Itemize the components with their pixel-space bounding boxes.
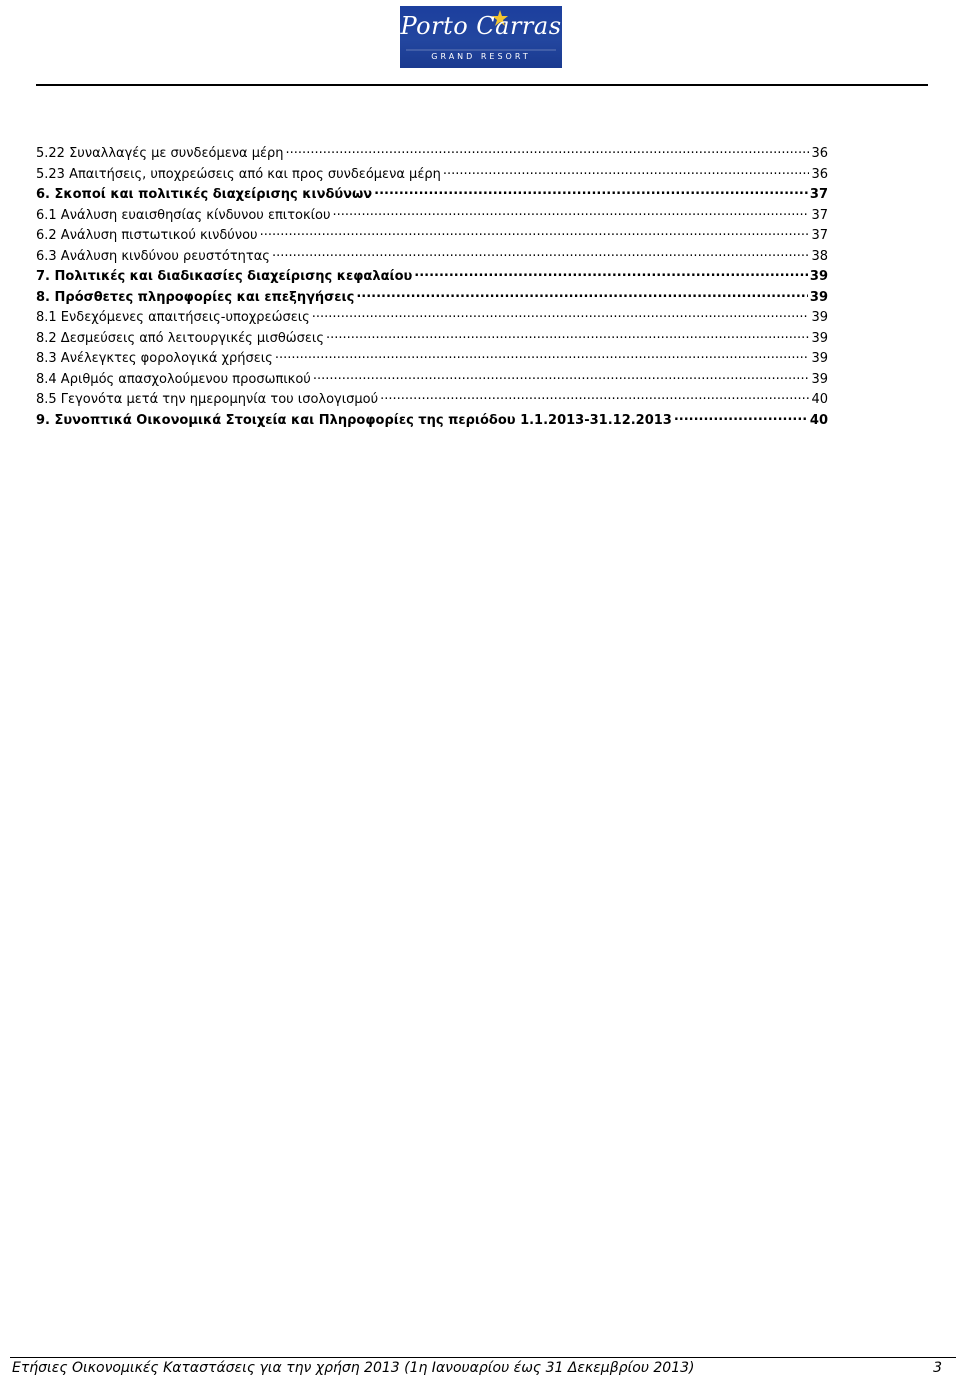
footer-title: Ετήσιες Οικονομικές Καταστάσεις για την χρήση 2013 (1η Ιανουαρίου έως 31 Δεκεμβρίου 2013) — [12, 1360, 695, 1376]
toc-entry-title: 5.23 Απαιτήσεις, υποχρεώσεις από και προς συνδεόμενα μέρη — [36, 166, 441, 182]
logo-wordmark: Porto Carras — [400, 12, 562, 40]
toc-entry-title: 6. Σκοποί και πολιτικές διαχείρισης κινδύνων — [36, 187, 373, 202]
toc-entry[interactable] — [36, 349, 828, 370]
toc-entry-page: 36 — [811, 146, 828, 161]
toc-entry-title: 5.22 Συναλλαγές με συνδεόμενα μέρη — [36, 146, 284, 161]
toc-dot-leader — [356, 288, 808, 301]
toc-entry[interactable] — [36, 165, 828, 186]
toc-entry-page: 37 — [811, 228, 828, 243]
toc-dot-leader — [313, 370, 810, 383]
toc-entry-title: 8.2 Δεσμεύσεις από λειτουργικές μισθώσεις — [36, 330, 324, 346]
toc-entry-page: 39 — [811, 310, 828, 325]
toc-entry[interactable] — [36, 288, 828, 309]
toc-entry-title: 8. Πρόσθετες πληροφορίες και επεξηγήσεις — [36, 289, 355, 305]
toc-entry-page: 39 — [809, 289, 828, 305]
toc-dot-leader — [275, 349, 810, 362]
footer-divider — [10, 1357, 956, 1358]
toc-entry[interactable] — [36, 226, 828, 247]
toc-entry-title: 9. Συνοπτικά Οικονομικά Στοιχεία και Πληροφορίες της περιόδου 1.1.2013-31.12.2013 — [36, 412, 672, 428]
toc-entry[interactable] — [36, 267, 828, 288]
toc-entry[interactable] — [36, 206, 828, 227]
toc-entry-title: 8.5 Γεγονότα μετά την ημερομηνία του ισολογισμού — [36, 392, 379, 407]
toc-dot-leader — [380, 390, 809, 403]
toc-entry-title: 8.4 Αριθμός απασχολούμενου προσωπικού — [36, 371, 311, 387]
toc-dot-leader — [414, 267, 808, 280]
toc-entry-title: 6.2 Ανάλυση πιστωτικού κινδύνου — [36, 228, 258, 243]
toc-entry-page: 39 — [811, 371, 828, 387]
logo-tagline: GRAND RESORT — [431, 52, 531, 61]
toc-entry-page: 37 — [811, 207, 828, 223]
toc-entry-page: 40 — [809, 412, 828, 428]
toc-entry[interactable] — [36, 308, 828, 329]
company-logo — [400, 6, 562, 68]
toc-entry-page: 39 — [809, 269, 828, 284]
toc-entry[interactable] — [36, 185, 828, 206]
toc-entry[interactable] — [36, 144, 828, 165]
toc-entry-page: 38 — [811, 248, 828, 264]
toc-dot-leader — [312, 308, 810, 321]
toc-entry-title: 7. Πολιτικές και διαδικασίες διαχείρισης κεφαλαίου — [36, 269, 413, 284]
toc-dot-leader — [674, 411, 808, 424]
toc-entry-page: 37 — [809, 187, 828, 202]
toc-entry-page: 36 — [811, 166, 828, 182]
toc-dot-leader — [326, 329, 809, 342]
toc-entry[interactable] — [36, 370, 828, 391]
toc-entry[interactable] — [36, 247, 828, 268]
toc-entry-page: 39 — [811, 330, 828, 346]
toc-entry-page: 40 — [811, 392, 828, 407]
toc-dot-leader — [272, 247, 810, 260]
toc-entry-title: 6.3 Ανάλυση κινδύνου ρευστότητας — [36, 248, 270, 264]
toc-entry[interactable] — [36, 329, 828, 350]
header-divider — [36, 84, 928, 86]
toc-entry[interactable] — [36, 411, 828, 432]
toc-dot-leader — [260, 226, 810, 239]
page-number: 3 — [933, 1360, 942, 1376]
toc-dot-leader — [443, 165, 810, 178]
toc-dot-leader — [286, 144, 810, 157]
toc-entry-page: 39 — [811, 351, 828, 366]
toc-dot-leader — [333, 206, 810, 219]
toc-entry[interactable] — [36, 390, 828, 411]
toc-entry-title: 6.1 Ανάλυση ευαισθησίας κίνδυνου επιτοκίου — [36, 207, 331, 223]
toc-dot-leader — [374, 185, 808, 198]
toc-entry-title: 8.3 Ανέλεγκτες φορολογικά χρήσεις — [36, 351, 273, 366]
toc-entry-title: 8.1 Ενδεχόμενες απαιτήσεις-υποχρεώσεις — [36, 310, 310, 325]
table-of-contents — [36, 144, 828, 431]
